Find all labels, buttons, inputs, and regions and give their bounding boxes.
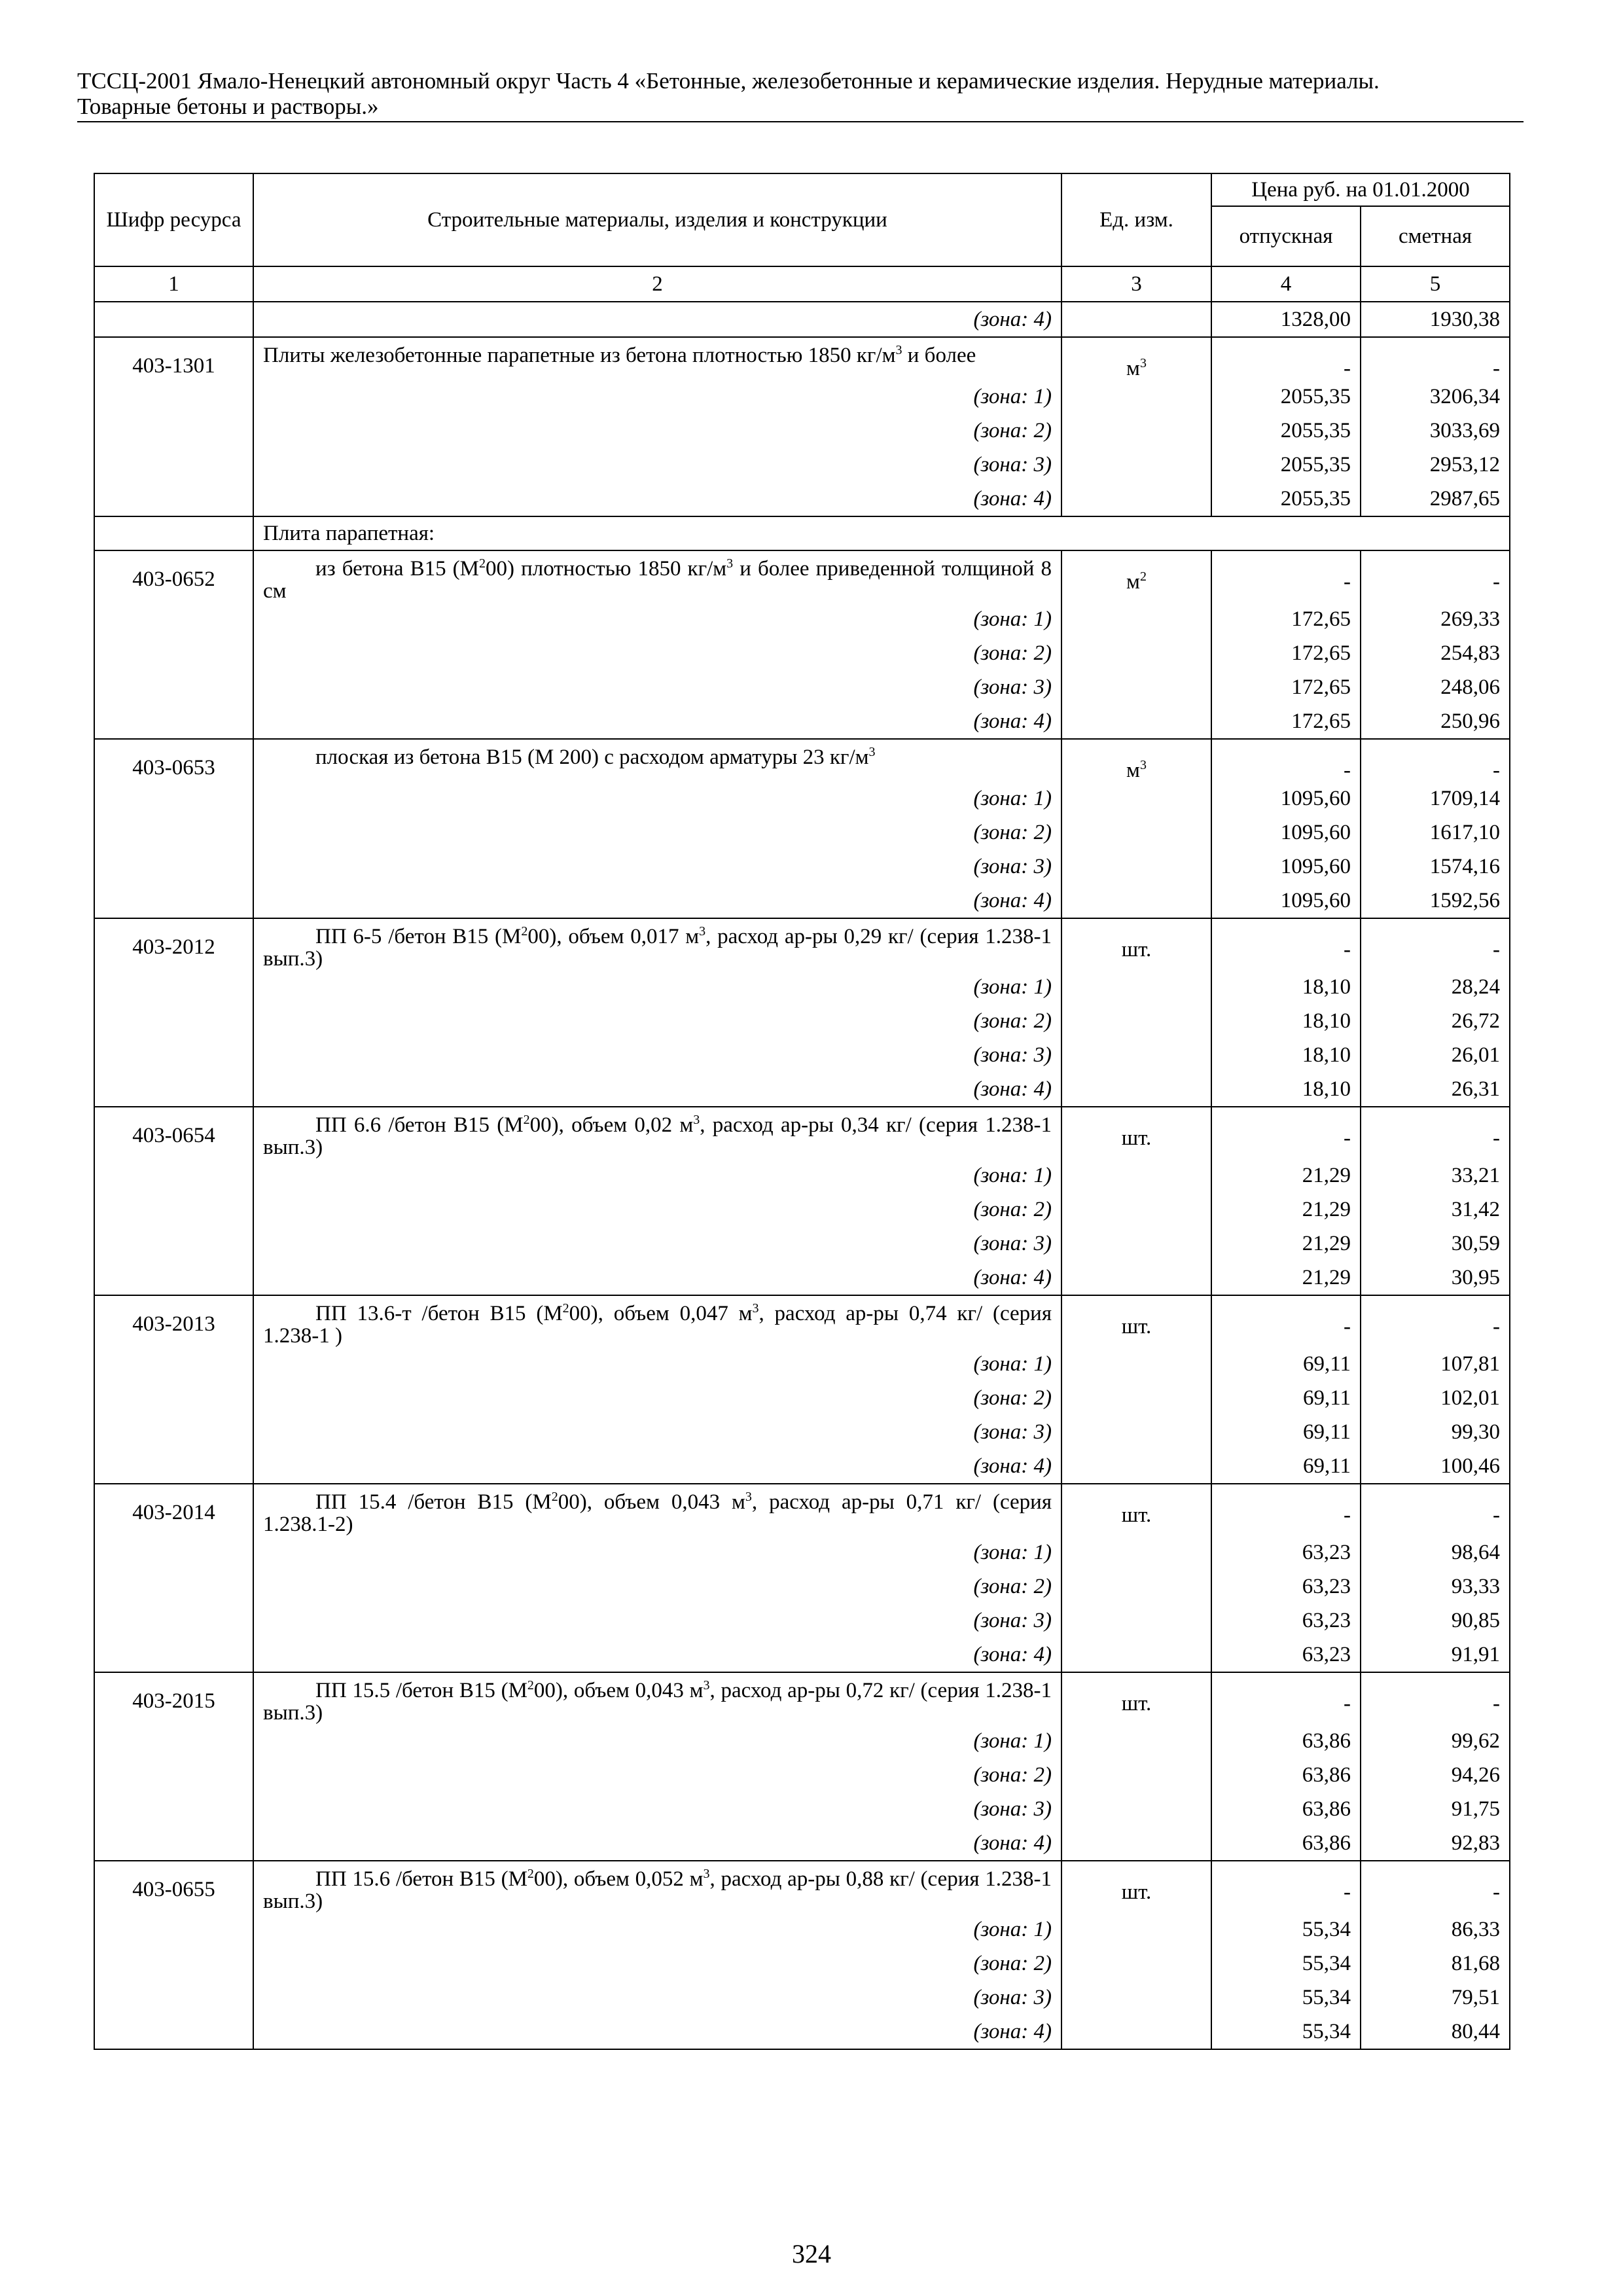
item-description: Плиты железобетонные парапетные из бетона плотностью 1850 $кг/м^3$ и более <box>253 337 1061 380</box>
release-price: - <box>1211 1672 1361 1724</box>
estimate-price: - <box>1361 1861 1510 1912</box>
release-price: 69,11 <box>1211 1449 1361 1484</box>
estimate-price: - <box>1361 918 1510 970</box>
zone-label: (зона: 1) <box>253 1535 1061 1570</box>
release-price: 1095,60 <box>1211 816 1361 850</box>
estimate-price: - <box>1361 1672 1510 1724</box>
table-row <box>94 918 1510 970</box>
zone-row <box>94 1912 1510 1946</box>
zone-label: (зона: 2) <box>253 1758 1061 1792</box>
unit: шт. <box>1061 1484 1211 1535</box>
estimate-price: 3033,69 <box>1361 414 1510 448</box>
release-price: 69,11 <box>1211 1381 1361 1415</box>
estimate-price: 26,31 <box>1361 1072 1510 1107</box>
item-description: ПП 6-5 /бетон В15 $(М^200)$, объем 0,017 $м^3$, расход ар-ры 0,29 кг/ (серия 1.238-1 вып.3) <box>253 918 1061 970</box>
zone-row <box>94 482 1510 516</box>
release-price: - <box>1211 1107 1361 1158</box>
zone-label: (зона: 3) <box>253 448 1061 482</box>
estimate-price: 254,83 <box>1361 636 1510 670</box>
zone-label: (зона: 4) <box>253 884 1061 918</box>
release-price: 172,65 <box>1211 704 1361 739</box>
release-price: 55,34 <box>1211 1981 1361 2015</box>
price-table <box>94 173 1510 2050</box>
zone-label: (зона: 2) <box>253 414 1061 448</box>
estimate-price: 99,30 <box>1361 1415 1510 1449</box>
zone-label: (зона: 1) <box>253 970 1061 1004</box>
header-rule <box>77 121 1524 122</box>
release-price: 63,23 <box>1211 1535 1361 1570</box>
release-price: 55,34 <box>1211 1946 1361 1981</box>
release-price: 18,10 <box>1211 1004 1361 1038</box>
header-line-2: Товарные бетоны и растворы.» <box>77 94 379 119</box>
estimate-price: 3206,34 <box>1361 380 1510 414</box>
estimate-price: 30,59 <box>1361 1227 1510 1261</box>
zone-row <box>94 1227 1510 1261</box>
zone-label: (зона: 4) <box>253 1261 1061 1295</box>
zone-row <box>94 1826 1510 1861</box>
release-price: 172,65 <box>1211 670 1361 704</box>
release-price: 63,23 <box>1211 1604 1361 1638</box>
unit: шт. <box>1061 1107 1211 1158</box>
release-price: - <box>1211 1295 1361 1347</box>
estimate-price: 1930,38 <box>1361 302 1510 337</box>
estimate-price: 100,46 <box>1361 1449 1510 1484</box>
release-price: 1328,00 <box>1211 302 1361 337</box>
zone-label: (зона: 1) <box>253 1347 1061 1381</box>
zone-label: (зона: 1) <box>253 602 1061 636</box>
estimate-price: 94,26 <box>1361 1758 1510 1792</box>
zone-label: (зона: 3) <box>253 1604 1061 1638</box>
unit: шт. <box>1061 1295 1211 1347</box>
unit: шт. <box>1061 918 1211 970</box>
estimate-price: 91,91 <box>1361 1638 1510 1672</box>
col-code-header: Шифр ресурса <box>94 173 253 266</box>
resource-code: 403-1301 <box>94 337 253 380</box>
zone-label: (зона: 2) <box>253 636 1061 670</box>
estimate-price: 248,06 <box>1361 670 1510 704</box>
zone-label: (зона: 3) <box>253 670 1061 704</box>
release-price: - <box>1211 1861 1361 1912</box>
zone-row <box>94 1449 1510 1484</box>
zone-label: (зона: 4) <box>253 704 1061 739</box>
estimate-price: 1617,10 <box>1361 816 1510 850</box>
page-number: 324 <box>792 2239 831 2269</box>
zone-row <box>94 850 1510 884</box>
release-price: 55,34 <box>1211 2015 1361 2049</box>
zone-label: (зона: 3) <box>253 1038 1061 1072</box>
col-number: 2 <box>253 266 1061 302</box>
zone-label: (зона: 2) <box>253 1004 1061 1038</box>
zone-row <box>94 1981 1510 2015</box>
estimate-price: 81,68 <box>1361 1946 1510 1981</box>
unit: шт. <box>1061 1861 1211 1912</box>
release-price: 69,11 <box>1211 1347 1361 1381</box>
release-price: 63,86 <box>1211 1826 1361 1861</box>
col-name-header: Строительные материалы, изделия и конструкции <box>253 173 1061 266</box>
estimate-price: 250,96 <box>1361 704 1510 739</box>
table-row <box>94 337 1510 380</box>
zone-row <box>94 884 1510 918</box>
item-description: ПП 15.6 /бетон В15 $(М^200)$, объем 0,052 $м^3$, расход ар-ры 0,88 кг/ (серия 1.238-1 вып.3) <box>253 1861 1061 1912</box>
zone-label: (зона: 4) <box>253 302 1061 337</box>
release-price: 63,23 <box>1211 1570 1361 1604</box>
zone-label: (зона: 1) <box>253 1912 1061 1946</box>
zone-label: (зона: 3) <box>253 1981 1061 2015</box>
table-row <box>94 1484 1510 1535</box>
resource-code: 403-2012 <box>94 918 253 970</box>
estimate-price: 26,01 <box>1361 1038 1510 1072</box>
estimate-price: 92,83 <box>1361 1826 1510 1861</box>
item-description: ПП 15.4 /бетон В15 $(М^200)$, объем 0,043 $м^3$, расход ар-ры 0,71 кг/ (серия 1.238.1-2) <box>253 1484 1061 1535</box>
release-price: 55,34 <box>1211 1912 1361 1946</box>
zone-label: (зона: 4) <box>253 1449 1061 1484</box>
zone-row <box>94 414 1510 448</box>
estimate-price: 31,42 <box>1361 1193 1510 1227</box>
col-price-header: Цена руб. на 01.01.2000 <box>1211 173 1510 206</box>
estimate-price: 2987,65 <box>1361 482 1510 516</box>
release-price: 1095,60 <box>1211 781 1361 816</box>
zone-row <box>94 1946 1510 1981</box>
zone-row <box>94 1158 1510 1193</box>
zone-row <box>94 636 1510 670</box>
unit: шт. <box>1061 1672 1211 1724</box>
zone-row <box>94 1347 1510 1381</box>
release-price: 63,86 <box>1211 1724 1361 1758</box>
resource-code: 403-2013 <box>94 1295 253 1347</box>
release-price: - <box>1211 918 1361 970</box>
release-price: 2055,35 <box>1211 414 1361 448</box>
zone-row <box>94 1638 1510 1672</box>
resource-code: 403-2015 <box>94 1672 253 1724</box>
release-price: 21,29 <box>1211 1158 1361 1193</box>
estimate-price: 1592,56 <box>1361 884 1510 918</box>
release-price: - <box>1211 550 1361 602</box>
item-description: ПП 15.5 /бетон В15 $(М^200)$, объем 0,043 $м^3$, расход ар-ры 0,72 кг/ (серия 1.238-1 вып.3) <box>253 1672 1061 1724</box>
zone-row <box>94 1570 1510 1604</box>
col-number: 4 <box>1211 266 1361 302</box>
zone-row <box>94 970 1510 1004</box>
estimate-price: 79,51 <box>1361 1981 1510 2015</box>
zone-row <box>94 1193 1510 1227</box>
zone-label: (зона: 4) <box>253 482 1061 516</box>
table-row <box>94 1672 1510 1724</box>
page-header <box>77 68 1524 119</box>
zone-label: (зона: 3) <box>253 1792 1061 1826</box>
unit: $м^2$ <box>1061 550 1211 602</box>
col-unit-header: Ед. изм. <box>1061 173 1211 266</box>
carry-over-row <box>94 302 1510 337</box>
release-price: 172,65 <box>1211 636 1361 670</box>
zone-row <box>94 1072 1510 1107</box>
release-price: 2055,35 <box>1211 380 1361 414</box>
estimate-price: 80,44 <box>1361 2015 1510 2049</box>
zone-label: (зона: 1) <box>253 1724 1061 1758</box>
zone-row <box>94 1724 1510 1758</box>
estimate-price: 26,72 <box>1361 1004 1510 1038</box>
table-row <box>94 739 1510 781</box>
zone-label: (зона: 3) <box>253 1227 1061 1261</box>
zone-row <box>94 1758 1510 1792</box>
col-release-header: отпускная <box>1211 206 1361 266</box>
unit: $м^3$ <box>1061 739 1211 781</box>
table-row <box>94 1861 1510 1912</box>
table-row <box>94 550 1510 602</box>
release-price: 21,29 <box>1211 1193 1361 1227</box>
release-price: 1095,60 <box>1211 884 1361 918</box>
zone-label: (зона: 1) <box>253 380 1061 414</box>
zone-label: (зона: 4) <box>253 1826 1061 1861</box>
release-price: - <box>1211 739 1361 781</box>
col-number: 3 <box>1061 266 1211 302</box>
estimate-price: 1574,16 <box>1361 850 1510 884</box>
unit: $м^3$ <box>1061 337 1211 380</box>
table-row <box>94 1295 1510 1347</box>
zone-row <box>94 816 1510 850</box>
release-price: 2055,35 <box>1211 448 1361 482</box>
estimate-price: 269,33 <box>1361 602 1510 636</box>
release-price: 2055,35 <box>1211 482 1361 516</box>
zone-row <box>94 1261 1510 1295</box>
zone-row <box>94 1604 1510 1638</box>
zone-label: (зона: 4) <box>253 1072 1061 1107</box>
estimate-price: 99,62 <box>1361 1724 1510 1758</box>
zone-label: (зона: 2) <box>253 1381 1061 1415</box>
estimate-price: 107,81 <box>1361 1347 1510 1381</box>
resource-code: 403-0655 <box>94 1861 253 1912</box>
item-description: из бетона В15 $(М^200)$ плотностью 1850 $кг/м^3$ и более приведенной толщиной 8 см <box>253 550 1061 602</box>
release-price: 63,86 <box>1211 1758 1361 1792</box>
estimate-price: 102,01 <box>1361 1381 1510 1415</box>
zone-row <box>94 2015 1510 2049</box>
estimate-price: 28,24 <box>1361 970 1510 1004</box>
estimate-price: 1709,14 <box>1361 781 1510 816</box>
estimate-price: 91,75 <box>1361 1792 1510 1826</box>
resource-code: 403-2014 <box>94 1484 253 1535</box>
zone-label: (зона: 4) <box>253 1638 1061 1672</box>
estimate-price: - <box>1361 1295 1510 1347</box>
zone-label: (зона: 2) <box>253 1946 1061 1981</box>
estimate-price: 30,95 <box>1361 1261 1510 1295</box>
item-description: ПП 13.6-т /бетон В15 $(М^200)$, объем 0,047 $м^3$, расход ар-ры 0,74 кг/ (серия 1.238-1 ) <box>253 1295 1061 1347</box>
estimate-price: - <box>1361 550 1510 602</box>
zone-label: (зона: 3) <box>253 1415 1061 1449</box>
release-price: 21,29 <box>1211 1227 1361 1261</box>
table-body <box>94 302 1510 2049</box>
estimate-price: 33,21 <box>1361 1158 1510 1193</box>
zone-row <box>94 448 1510 482</box>
zone-row <box>94 1381 1510 1415</box>
zone-label: (зона: 4) <box>253 2015 1061 2049</box>
estimate-price: 86,33 <box>1361 1912 1510 1946</box>
zone-row <box>94 704 1510 739</box>
estimate-price: - <box>1361 1107 1510 1158</box>
zone-label: (зона: 1) <box>253 781 1061 816</box>
estimate-price: 98,64 <box>1361 1535 1510 1570</box>
release-price: 18,10 <box>1211 1072 1361 1107</box>
estimate-price: 93,33 <box>1361 1570 1510 1604</box>
zone-row <box>94 1415 1510 1449</box>
release-price: 1095,60 <box>1211 850 1361 884</box>
release-price: 18,10 <box>1211 1038 1361 1072</box>
estimate-price: - <box>1361 337 1510 380</box>
zone-label: (зона: 2) <box>253 1570 1061 1604</box>
zone-row <box>94 1038 1510 1072</box>
release-price: 69,11 <box>1211 1415 1361 1449</box>
zone-label: (зона: 2) <box>253 1193 1061 1227</box>
release-price: 63,23 <box>1211 1638 1361 1672</box>
release-price: 63,86 <box>1211 1792 1361 1826</box>
estimate-price: - <box>1361 739 1510 781</box>
zone-row <box>94 380 1510 414</box>
zone-row <box>94 781 1510 816</box>
group-title-row <box>94 516 1510 550</box>
estimate-price: 2953,12 <box>1361 448 1510 482</box>
release-price: 18,10 <box>1211 970 1361 1004</box>
estimate-price: 90,85 <box>1361 1604 1510 1638</box>
resource-code: 403-0652 <box>94 550 253 602</box>
group-title: Плита парапетная: <box>253 516 1510 550</box>
release-price: 172,65 <box>1211 602 1361 636</box>
col-estimate-header: сметная <box>1361 206 1510 266</box>
zone-label: (зона: 3) <box>253 850 1061 884</box>
zone-label: (зона: 1) <box>253 1158 1061 1193</box>
zone-row <box>94 1535 1510 1570</box>
resource-code: 403-0653 <box>94 739 253 781</box>
header-line-1: ТССЦ-2001 Ямало-Ненецкий автономный округ Часть 4 «Бетонные, железобетонные и керамические изделия. Нерудные материалы. <box>77 68 1380 94</box>
zone-row <box>94 1792 1510 1826</box>
resource-code: 403-0654 <box>94 1107 253 1158</box>
zone-row <box>94 1004 1510 1038</box>
release-price: 21,29 <box>1211 1261 1361 1295</box>
zone-label: (зона: 2) <box>253 816 1061 850</box>
estimate-price: - <box>1361 1484 1510 1535</box>
zone-row <box>94 670 1510 704</box>
col-number: 1 <box>94 266 253 302</box>
release-price: - <box>1211 1484 1361 1535</box>
table-row <box>94 1107 1510 1158</box>
release-price: - <box>1211 337 1361 380</box>
col-number: 5 <box>1361 266 1510 302</box>
zone-row <box>94 602 1510 636</box>
item-description: плоская из бетона В15 (М 200) с расходом арматуры 23 $кг/м^3$ <box>253 739 1061 781</box>
item-description: ПП 6.6 /бетон В15 $(М^200)$, объем 0,02 $м^3$, расход ар-ры 0,34 кг/ (серия 1.238-1 вып.3) <box>253 1107 1061 1158</box>
